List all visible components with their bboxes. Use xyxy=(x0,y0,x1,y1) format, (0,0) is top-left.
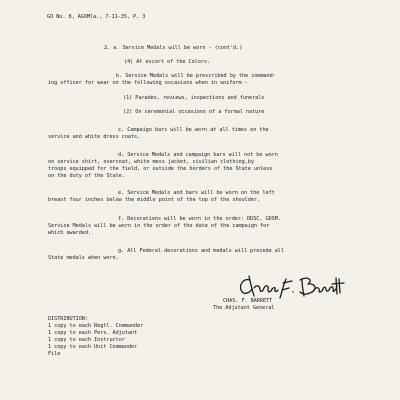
paragraph-e-line-2: breast four inches below the middle point of the top of the shoulder. xyxy=(48,197,261,203)
paragraph-d-line-2: on service shirt, overcoat, white mess jacket, civilian clothing,by xyxy=(48,159,254,165)
item-b-1: (1) Parades, reviews, inspections and funerals xyxy=(123,95,265,101)
paragraph-f-line-3: which awarded. xyxy=(48,230,92,236)
header-reference: GO No. 8, AGOMla., 7-11-35, P. 3 xyxy=(47,14,146,20)
paragraph-2a-continued: 2. a. Service Medals will be worn - (cont'd.) xyxy=(104,45,243,51)
distribution-heading: DISTRIBUTION: xyxy=(48,316,88,322)
paragraph-f-line-2: Service Medals will be worn in the order of the date of the campaign for xyxy=(48,223,270,229)
paragraph-d-line-3: troops equipped for the field, or outside the borders of the State unless xyxy=(48,166,273,172)
paragraph-c-line-1: c. Campaign bars will be worn at all times on the xyxy=(118,127,269,133)
paragraph-b-line-1: b. Service Medals will be prescribed by the command- xyxy=(116,73,276,79)
distribution-item-instructor: 1 copy to each Instructor xyxy=(48,337,125,343)
paragraph-e-line-1: e. Service Medals and bars will be worn on the left xyxy=(118,190,275,196)
distribution-item-pers-adjutant: 1 copy to each Pers. Adjutant xyxy=(48,330,138,336)
distribution-item-unit-commander: 1 copy to each Unit Commander xyxy=(48,344,138,350)
paragraph-g-line-2: State medals when worn. xyxy=(48,255,119,261)
distribution-item-regtl-commander: 1 copy to each Regtl. Commander xyxy=(48,323,144,329)
signatory-name: CHAS. F. BARRETT xyxy=(223,298,273,304)
paragraph-f-line-1: f. Decorations will be worn in the order: DDSC, GDSM. xyxy=(118,216,281,222)
signatory-title: The Adjutant General xyxy=(213,305,275,311)
item-b-2: (2) On ceremonial occasions of a formal nature xyxy=(123,109,265,115)
paragraph-d-line-1: d. Service Medals and campaign bars will not be worn xyxy=(118,152,278,158)
paragraph-g-line-1: g. All Federal decorations and medals will precede all xyxy=(118,248,284,254)
item-a-4: (4) At escort of the Colors. xyxy=(124,59,211,65)
paragraph-b-line-2: ing officer for wear on the following occasions when in uniform - xyxy=(48,80,248,86)
distribution-item-file: File xyxy=(48,351,61,357)
handwritten-signature xyxy=(236,274,346,300)
paragraph-d-line-4: on the duty of the State. xyxy=(48,173,125,179)
paragraph-c-line-2: service and white dress coats. xyxy=(48,134,141,140)
